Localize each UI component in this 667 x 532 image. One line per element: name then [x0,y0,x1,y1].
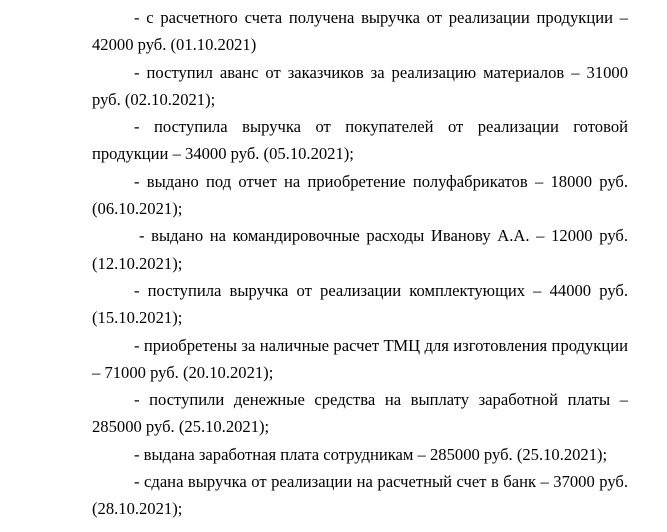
transaction-item: - выдано под отчет на приобретение полуфабрикатов – 18000 руб. (06.10.2021); [92,171,628,219]
transaction-item: - с расчетного счета получена выручка от реализации продукции – 42000 руб. (01.10.2021) [92,8,628,55]
transaction-item: - сдана выручка от реализации на расчетный счет в банк – 37000 руб. (28.10.2021); [92,472,628,519]
transaction-item: - поступили денежные средства на выплату заработной платы – 285000 руб. (25.10.2021); [92,390,628,437]
transaction-item: - поступил аванс от заказчиков за реализацию материалов – 31000 руб. (02.10.2021); [92,62,628,109]
transaction-item: - поступила выручка от реализации комплектующих – 44000 руб. (15.10.2021); [92,280,628,328]
transaction-item: - приобретены за наличные расчет ТМЦ для изготовления продукции – 71000 руб. (20.10.2021); [92,335,628,382]
transaction-item: - выдана заработная плата сотрудникам – 285000 руб. (25.10.2021); [134,444,608,464]
transaction-item: - выдано на командировочные расходы Иванову А.А. – 12000 руб. (12.10.2021); [92,226,628,273]
transaction-item: - поступила выручка от покупателей от реализации готовой продукции – 34000 руб. (05.10.2021); [92,117,628,164]
transaction-list [92,4,628,523]
